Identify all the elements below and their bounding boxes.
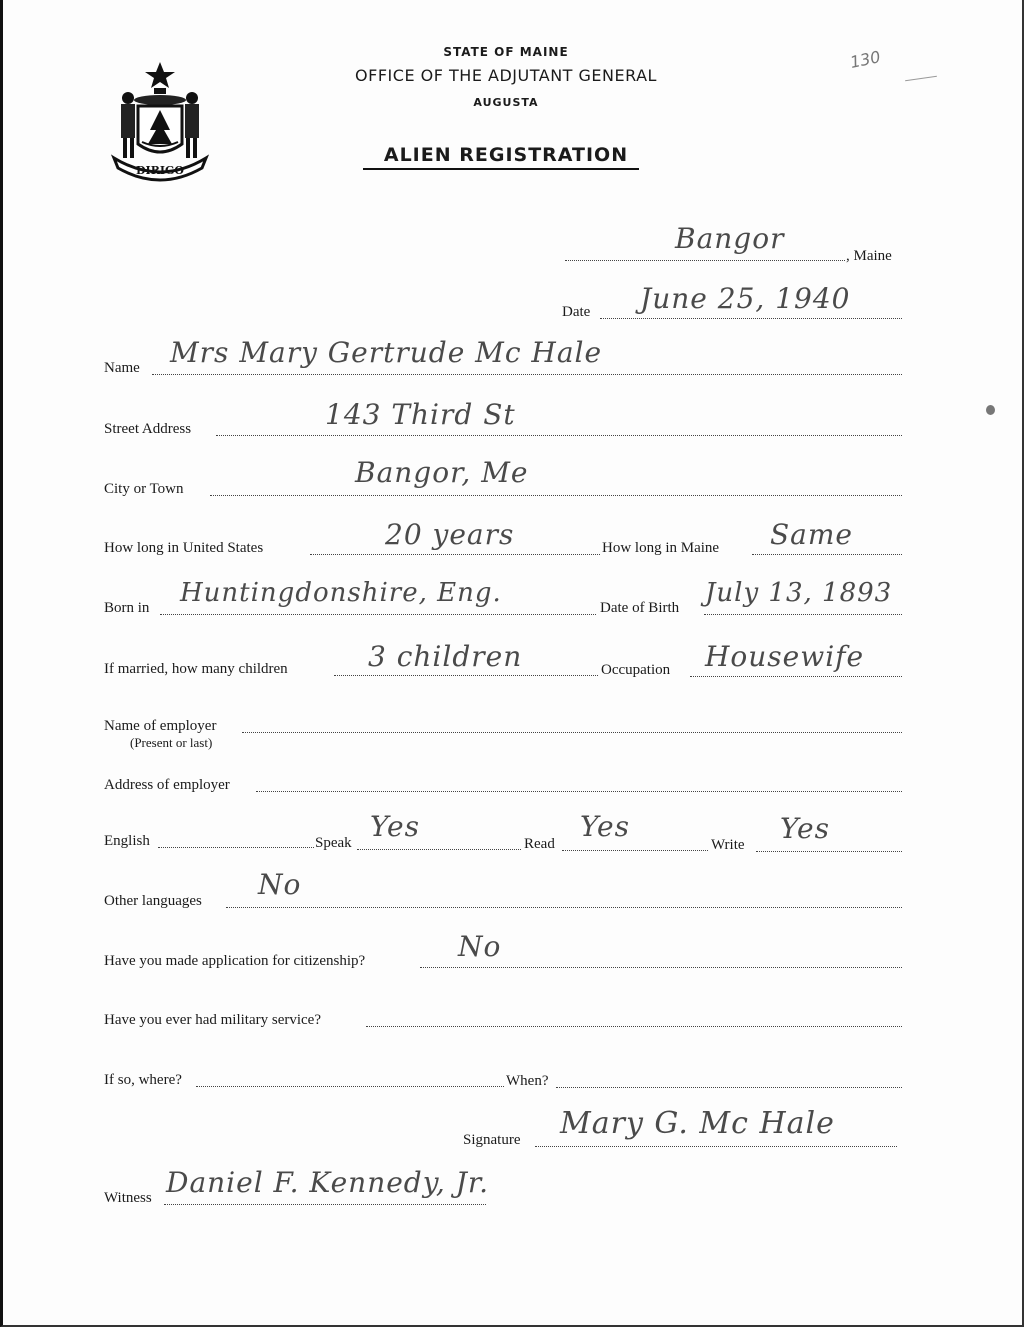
speak-label: Speak	[315, 835, 352, 851]
street-address-entry: 143 Third St	[325, 398, 516, 431]
write-line	[756, 851, 902, 852]
title-underline	[363, 168, 639, 170]
witness-line	[164, 1204, 486, 1205]
other-languages-entry: No	[258, 868, 302, 901]
how-long-maine-label: How long in Maine	[602, 540, 720, 556]
city-label: City or Town	[104, 481, 184, 497]
date-of-birth-line	[704, 614, 902, 615]
header-office: OFFICE OF THE ADJUTANT GENERAL	[355, 66, 657, 85]
ink-blot	[986, 405, 995, 415]
how-long-us-entry: 20 years	[385, 518, 515, 551]
city-line	[210, 495, 902, 496]
write-entry: Yes	[780, 812, 830, 845]
witness-entry: Daniel F. Kennedy, Jr.	[166, 1166, 490, 1199]
how-long-us-line	[310, 554, 600, 555]
how-long-us-label: How long in United States	[104, 540, 264, 556]
signature-label: Signature	[463, 1132, 521, 1148]
employer-label: Name of employer	[104, 718, 217, 734]
other-languages-label: Other languages	[104, 893, 202, 909]
employer-address-label: Address of employer	[104, 777, 230, 793]
other-languages-line	[226, 907, 902, 908]
name-line	[152, 374, 902, 375]
employer-sub-label: (Present or last)	[130, 735, 213, 750]
occupation-label: Occupation	[601, 662, 671, 678]
children-entry: 3 children	[368, 640, 523, 673]
header-state: STATE OF MAINE	[443, 45, 569, 59]
date-label: Date	[562, 304, 591, 320]
speak-line	[357, 849, 521, 850]
employer-line	[242, 732, 902, 733]
write-label: Write	[711, 837, 745, 853]
born-in-line	[160, 614, 596, 615]
born-in-entry: Huntingdonshire, Eng.	[180, 578, 502, 608]
signature-line	[535, 1146, 897, 1147]
children-line	[334, 675, 598, 676]
name-entry: Mrs Mary Gertrude Mc Hale	[170, 336, 603, 369]
witness-label: Witness	[104, 1190, 152, 1206]
citizenship-label: Have you made application for citizenship?	[104, 953, 366, 969]
street-address-line	[216, 435, 902, 436]
english-line	[158, 847, 314, 848]
name-label: Name	[104, 360, 140, 376]
citizenship-line	[420, 967, 902, 968]
city-entry: Bangor, Me	[355, 456, 529, 489]
citizenship-entry: No	[458, 930, 502, 963]
english-label: English	[104, 833, 150, 849]
when-label: When?	[506, 1073, 549, 1089]
date-line	[600, 318, 902, 319]
signature-entry: Mary G. Mc Hale	[560, 1106, 835, 1141]
read-line	[562, 850, 708, 851]
place-suffix-label: , Maine	[846, 248, 892, 264]
how-long-maine-line	[752, 554, 902, 555]
military-service-label: Have you ever had military service?	[104, 1012, 321, 1028]
form-title: ALIEN REGISTRATION	[383, 144, 629, 166]
where-line	[196, 1086, 504, 1087]
children-label: If married, how many children	[104, 661, 288, 677]
header-city: AUGUSTA	[473, 96, 539, 109]
when-line	[556, 1087, 902, 1088]
born-in-label: Born in	[104, 600, 150, 616]
occupation-line	[690, 676, 902, 677]
date-of-birth-entry: July 13, 1893	[705, 578, 893, 608]
military-service-line	[366, 1026, 902, 1027]
date-entry: June 25, 1940	[640, 282, 851, 315]
occupation-entry: Housewife	[705, 640, 865, 673]
date-of-birth-label: Date of Birth	[600, 600, 680, 616]
seal-motto: DIRIGO	[136, 164, 184, 177]
read-label: Read	[524, 836, 555, 852]
how-long-maine-entry: Same	[770, 518, 853, 551]
place-entry: Bangor	[675, 222, 785, 255]
corner-note: 130	[848, 47, 883, 72]
where-label: If so, where?	[104, 1072, 182, 1088]
speak-entry: Yes	[370, 810, 420, 843]
street-address-label: Street Address	[104, 421, 192, 437]
read-entry: Yes	[580, 810, 630, 843]
employer-address-line	[256, 791, 902, 792]
place-line	[565, 260, 845, 261]
